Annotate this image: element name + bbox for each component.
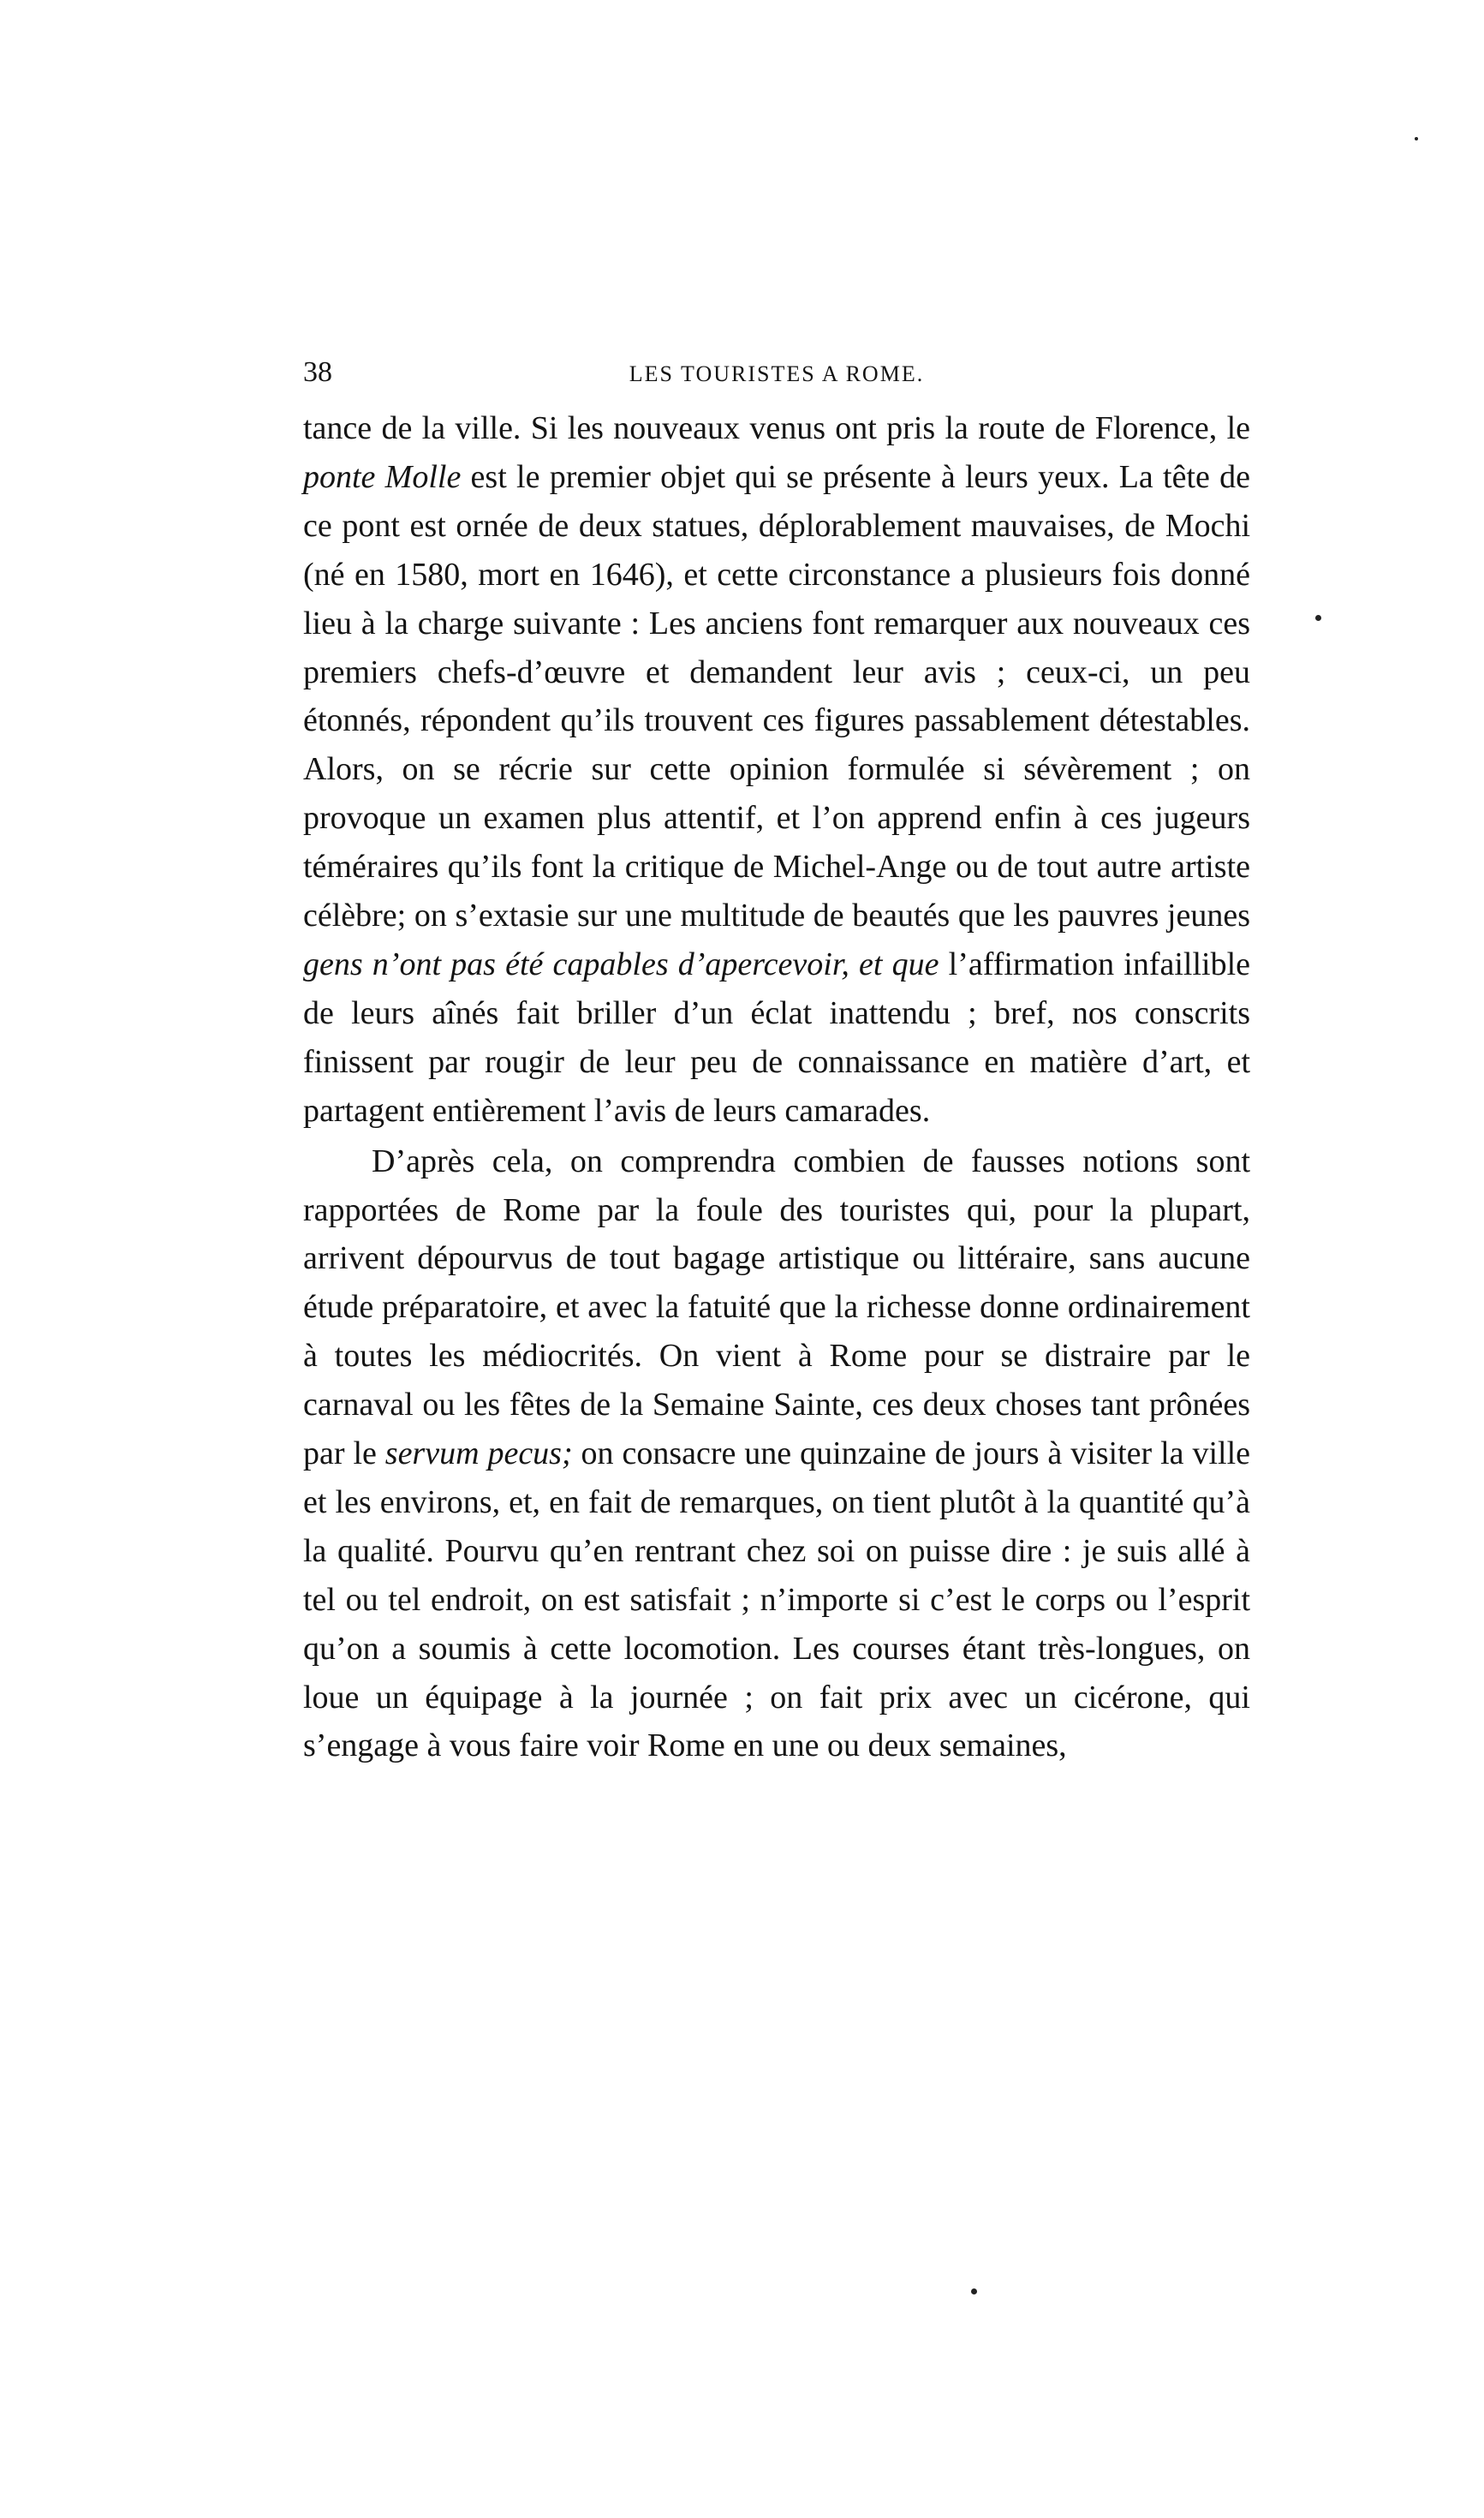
paragraph-2-text-a: D’après cela, on comprendra combien de fausses notions sont rapportées de Rome par la foule des touristes qui, pour la plupart, arrivent dépourvus de tout bagage artistique ou littéraire, sans aucune étude préparatoire, et avec la fatuité que la richesse donne ordinairement à toutes les médiocrités. On vient à Rome pour se distraire par le carnaval ou les fêtes de la Semaine Sainte, ces deux choses tant prônées par le xyxy=(303,1143,1250,1472)
paragraph-1-text-a: tance de la ville. Si les nouveaux venus ont pris la route de Florence, le xyxy=(303,410,1250,446)
ink-speck xyxy=(1315,615,1321,621)
paragraph-1-text-c: l’affirmation infaillible de leurs aînés fait briller d’un éclat inattendu ; bref, nos conscrits finissent par rougir de leur peu de connaissance en matière d’art, et partagent entièrement l’avis de leurs camarades. xyxy=(303,946,1251,1129)
page-number: 38 xyxy=(303,356,332,388)
running-head: LES TOURISTES A ROME. xyxy=(629,361,925,386)
body-text xyxy=(303,404,1250,1770)
paragraph-1-italic-gens: gens n’ont pas été capables d’apercevoir, et que xyxy=(303,946,939,982)
ink-speck xyxy=(1415,137,1418,140)
ink-speck xyxy=(971,2288,977,2294)
paragraph-1 xyxy=(303,404,1250,1136)
paragraph-2 xyxy=(303,1137,1250,1771)
paragraph-1-text-b: est le premier objet qui se présente à leurs yeux. La tête de ce pont est ornée de deux statues, déplorablement mauvaises, de Mochi (né en 1580, mort en 1646), et cette circonstance a plusieurs fois donné lieu à la charge suivante : Les anciens font remarquer aux nouveaux ces premiers chefs-d’œuvre et demandent leur avis ; ceux-ci, un peu étonnés, répondent qu’ils trouvent ces figures passablement détestables. Alors, on se récrie sur cette opinion formulée si sévèrement ; on provoque un examen plus attentif, et l’on apprend enfin à ces jugeurs téméraires qu’ils font la critique de Michel-Ange ou de tout autre artiste célèbre; on s’extasie sur une multitude de beautés que les pauvres jeunes xyxy=(303,458,1250,934)
paragraph-1-italic-ponte-molle: ponte Molle xyxy=(303,458,462,495)
paragraph-2-text-b: on consacre une quinzaine de jours à visiter la ville et les environs, et, en fait de remarques, on tient plutôt à la quantité qu’à la qualité. Pourvu qu’en rentrant chez soi on puisse dire : je suis allé à tel ou tel endroit, on est satisfait ; n’importe si c’est le corps ou l’esprit qu’on a soumis à cette locomotion. Les courses étant très-longues, on loue un équipage à la journée ; on fait prix avec un cicérone, qui s’engage à vous faire voir Rome en une ou deux semaines, xyxy=(303,1435,1250,1764)
page-header xyxy=(303,353,1250,392)
paragraph-2-italic-servum-pecus: servum pecus; xyxy=(384,1435,573,1472)
